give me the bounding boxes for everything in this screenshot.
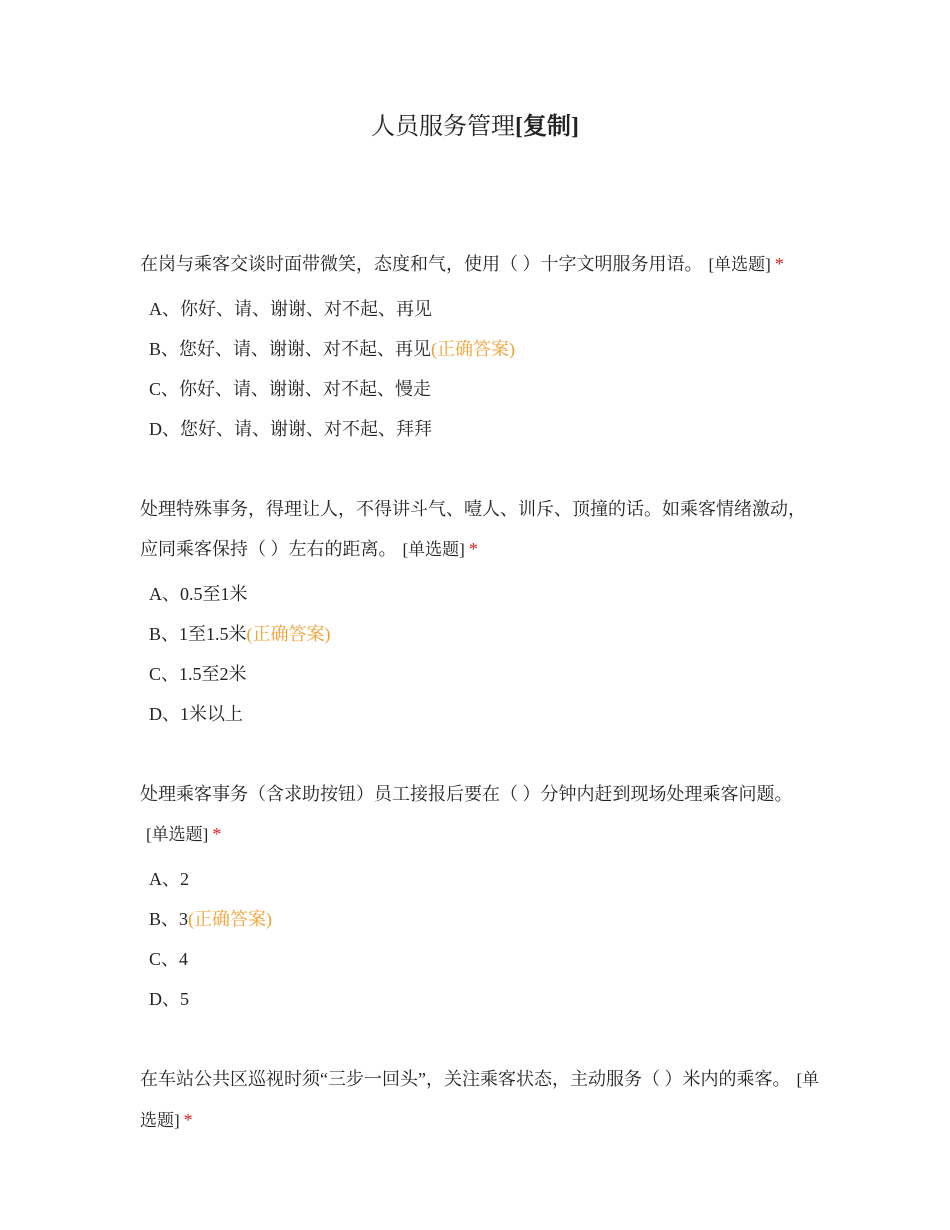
question-2 (140, 489, 820, 734)
question-type: [单选题] (708, 255, 771, 274)
question-type: [单选题] (402, 540, 465, 559)
correct-answer-note: (正确答案) (431, 339, 516, 359)
required-mark: * (212, 824, 222, 844)
option-list (140, 859, 820, 1019)
option-c[interactable]: C、你好、请、谢谢、对不起、慢走 (149, 379, 432, 399)
correct-answer-note: (正确答案) (246, 624, 331, 644)
question-type: [单选题] (140, 1070, 820, 1130)
option-c[interactable]: C、4 (149, 949, 189, 969)
question-text: 处理乘客事务（含求助按钮）员工接报后要在（ ）分钟内赶到现场处理乘客问题。[单选题] * (140, 784, 793, 844)
question-1 (140, 244, 820, 449)
required-mark: * (183, 1110, 193, 1130)
option-list (140, 289, 820, 449)
question-3 (140, 774, 820, 1019)
page-title-suffix: [复制] (515, 114, 579, 140)
option-a[interactable]: A、0.5至1米 (149, 584, 248, 604)
option-b[interactable]: B、1至1.5米(正确答案) (149, 624, 331, 644)
question-text: 在车站公共区巡视时须“三步一回头”，关注乘客状态，主动服务（ ）米内的乘客。 [单选题] * (140, 1069, 820, 1130)
required-mark: * (774, 254, 784, 274)
correct-answer-note: (正确答案) (188, 909, 273, 929)
question-text: 处理特殊事务，得理让人，不得讲斗气、噎人、训斥、顶撞的话。如乘客情绪激动，应同乘客保持（ ）左右的距离。 [单选题] * (140, 499, 806, 559)
option-d[interactable]: D、您好、请、谢谢、对不起、拜拜 (149, 419, 432, 439)
page-title-text: 人员服务管理 (371, 114, 515, 140)
option-d[interactable]: D、5 (149, 989, 189, 1009)
option-c[interactable]: C、1.5至2米 (149, 664, 247, 684)
option-d[interactable]: D、1米以上 (149, 704, 243, 724)
option-b[interactable]: B、3(正确答案) (149, 909, 273, 929)
option-b[interactable]: B、您好、请、谢谢、对不起、再见(正确答案) (149, 339, 516, 359)
page-title (0, 110, 950, 144)
question-list (140, 244, 820, 1181)
option-a[interactable]: A、2 (149, 869, 189, 889)
option-a[interactable]: A、你好、请、谢谢、对不起、再见 (149, 299, 432, 319)
question-4 (140, 1059, 820, 1141)
required-mark: * (468, 539, 478, 559)
option-list (140, 574, 820, 734)
question-type: [单选题] (146, 825, 209, 844)
question-text: 在岗与乘客交谈时面带微笑，态度和气，使用（ ）十字文明服务用语。 [单选题] * (140, 254, 784, 274)
